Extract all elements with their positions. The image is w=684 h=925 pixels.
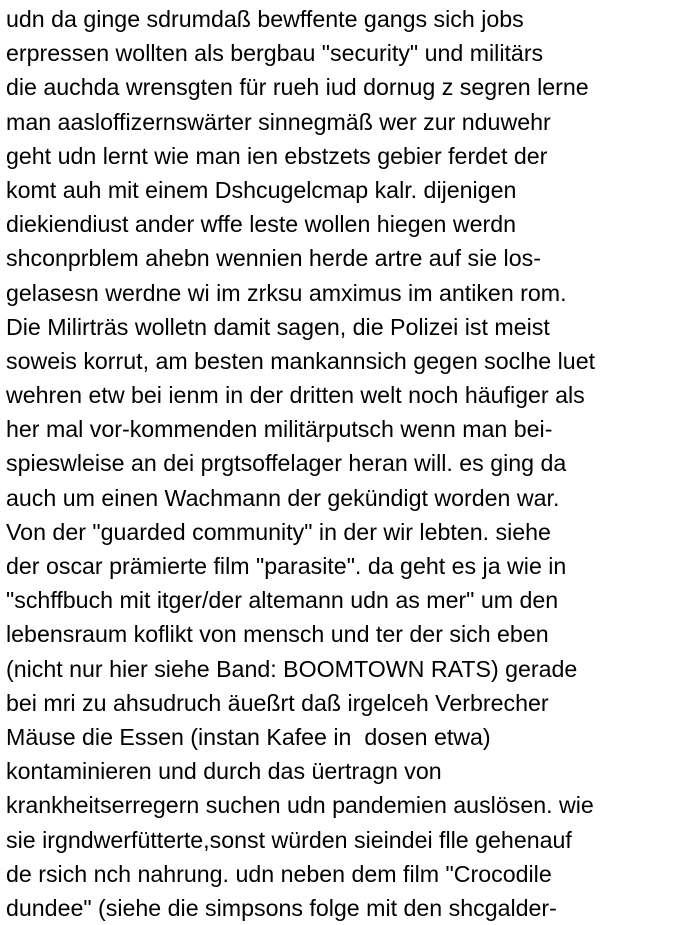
text-line: geht udn lernt wie man ien ebstzets gebier ferdet der — [6, 142, 548, 169]
text-line: Die Milirträs wolletn damit sagen, die Polizei ist meist — [6, 313, 550, 340]
body-text — [6, 2, 682, 925]
text-line: soweis korrut, am besten mankannsich gegen soclhe luet — [6, 347, 596, 374]
text-line: de rsich nch nahrung. udn neben dem film "Crocodile — [6, 860, 552, 887]
text-line: die auchda wrensgten für rueh iud dornug z segren lerne — [6, 74, 589, 101]
text-line: her mal vor-kommenden militärputsch wenn man bei- — [6, 416, 553, 443]
text-line: Mäuse die Essen (instan Kafee in dosen etwa) — [6, 723, 491, 750]
text-line: der oscar prämierte film "parasite". da geht es ja wie in — [6, 553, 567, 579]
text-line: komt auh mit einem Dshcugelcmap kalr. dijenigen — [6, 176, 517, 203]
text-line: auch um einen Wachmann der gekündigt worden war. — [6, 484, 560, 511]
text-line: dundee" (siehe die simpsons folge mit den shcgalder- — [6, 894, 557, 921]
text-line: sie irgndwerfütterte,sonst würden sieindei flle gehenauf — [6, 826, 572, 853]
text-line: wehren etw bei ienm in der dritten welt noch häufiger als — [6, 382, 585, 409]
text-line: diekiendiust ander wffe leste wollen hiegen werdn — [6, 211, 517, 238]
text-line: kontaminieren und durch das üertragn von — [6, 758, 442, 785]
text-line: erpressen wollten als bergbau "security" und militärs — [6, 40, 544, 67]
text-line: bei mri zu ahsudruch äueßrt daß irgelceh Verbrecher — [6, 689, 549, 716]
text-line: gelasesn werdne wi im zrksu amximus im antiken rom. — [6, 279, 567, 306]
text-line: (nicht nur hier siehe Band: BOOMTOWN RATS) gerade — [6, 655, 578, 682]
text-line: krankheitserregern suchen udn pandemien auslösen. wie — [6, 792, 594, 819]
text-line: udn da ginge sdrumdaß bewffente gangs sich jobs — [6, 6, 524, 32]
text-line: man aasloffizernswärter sinnegmäß wer zur nduwehr — [6, 108, 551, 135]
text-line: lebensraum koflikt von mensch und ter der sich eben — [6, 621, 549, 648]
text-line: Von der "guarded community" in der wir lebten. siehe — [6, 518, 551, 545]
text-line: spieswleise an dei prgtsoffelager heran will. es ging da — [6, 450, 567, 477]
text-line: shconprblem ahebn wennien herde artre auf sie los- — [6, 245, 541, 272]
text-line: "schffbuch mit itger/der altemann udn as mer" um den — [6, 587, 559, 614]
